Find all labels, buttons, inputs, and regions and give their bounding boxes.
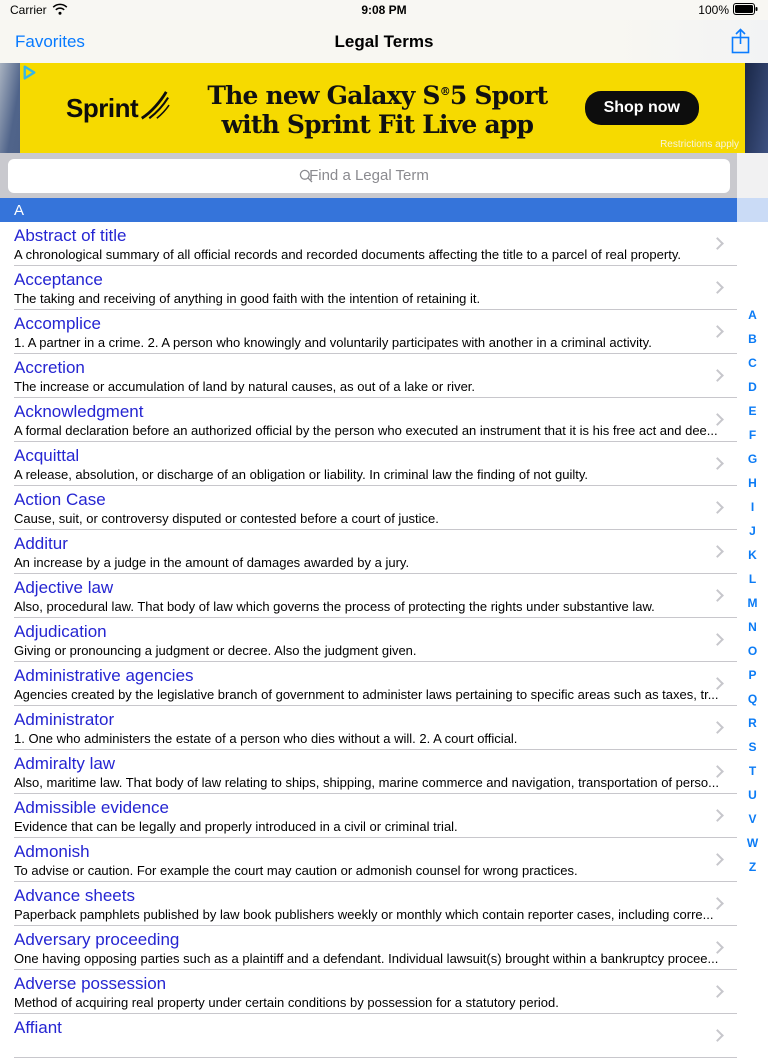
ad-banner[interactable] (20, 63, 745, 153)
index-letter[interactable]: H (748, 476, 757, 490)
term-title: Administrative agencies (14, 666, 194, 685)
term-title: Adjective law (14, 578, 114, 597)
ad-headline-line1-end: 5 Sport (449, 81, 548, 110)
term-title: Administrator (14, 710, 115, 729)
section-header-A (0, 198, 768, 222)
term-definition: Cause, suit, or controversy disputed or contested before a court of justice. (14, 511, 439, 526)
ad-headline-line2: with Sprint Fit Live app (221, 110, 534, 139)
term-definition: The taking and receiving of anything in good faith with the intention of retaining it. (14, 291, 481, 306)
favorites-button[interactable]: Favorites (15, 31, 85, 51)
term-row[interactable] (0, 970, 768, 1014)
term-definition: Giving or pronouncing a judgment or decree. Also the judgment given. (14, 643, 417, 658)
term-row[interactable] (0, 882, 768, 926)
term-definition: An increase by a judge in the amount of damages awarded by a jury. (14, 555, 410, 570)
index-letter[interactable]: I (750, 500, 755, 514)
index-letter[interactable]: U (748, 788, 757, 802)
index-letter[interactable]: S (748, 740, 757, 754)
index-letter[interactable]: D (748, 380, 757, 394)
index-letter[interactable]: M (747, 596, 758, 610)
ad-disclaimer: Restrictions apply (660, 139, 739, 150)
term-title: Adversary proceeding (14, 930, 180, 949)
section-letter: A (14, 201, 25, 219)
term-title: Accomplice (14, 314, 101, 333)
index-letter[interactable]: E (748, 404, 757, 418)
carrier-label: Carrier (10, 3, 47, 17)
term-definition: Also, procedural law. That body of law which governs the process of protecting the rights under substantive law. (14, 599, 655, 614)
share-button[interactable] (729, 27, 752, 56)
term-title: Accretion (14, 358, 85, 377)
term-title: Adjudication (14, 622, 107, 641)
term-definition: Paperback pamphlets published by law book publishers weekly or monthly which contain reporter cases, including corre... (14, 907, 714, 922)
term-row[interactable] (0, 486, 768, 530)
term-definition: 1. One who administers the estate of a person who dies without a will. 2. A court official. (14, 731, 518, 746)
index-letter[interactable]: K (748, 548, 757, 562)
adchoices-icon[interactable] (21, 64, 38, 86)
status-bar (0, 0, 768, 20)
term-title: Admonish (14, 842, 90, 861)
index-letter[interactable]: T (748, 764, 757, 778)
term-row[interactable] (0, 530, 768, 574)
search-input[interactable] (8, 159, 730, 193)
index-letter[interactable]: P (748, 668, 757, 682)
term-row[interactable] (0, 750, 768, 794)
index-letter[interactable]: C (748, 356, 757, 370)
index-letter[interactable]: N (748, 620, 757, 634)
term-row[interactable] (0, 838, 768, 882)
term-title: Additur (14, 534, 68, 553)
index-letter[interactable]: R (748, 716, 757, 730)
ad-background (0, 63, 768, 153)
index-letter[interactable]: F (748, 428, 757, 442)
term-row[interactable] (0, 266, 768, 310)
sprint-wing-icon (138, 89, 170, 128)
term-definition: A chronological summary of all official records and recorded documents affecting the title to a parcel of real property. (14, 247, 681, 262)
battery-icon (733, 3, 758, 18)
term-definition: Evidence that can be legally and properly introduced in a civil or criminal trial. (14, 819, 458, 834)
term-definition: 1. A partner in a crime. 2. A person who knowingly and voluntarily participates with another in a criminal activity. (14, 335, 652, 350)
sprint-logo (66, 89, 170, 128)
search-bar (0, 153, 768, 198)
term-definition: To advise or caution. For example the court may caution or admonish counsel for wrong practices. (14, 863, 578, 878)
index-letter[interactable]: L (748, 572, 757, 586)
term-row[interactable] (0, 310, 768, 354)
term-title: Action Case (14, 490, 106, 509)
index-letter[interactable]: B (748, 332, 757, 346)
term-title: Admiralty law (14, 754, 116, 773)
index-letter[interactable]: V (748, 812, 757, 826)
page-title: Legal Terms (334, 31, 434, 51)
status-right (698, 3, 758, 18)
term-title: Acceptance (14, 270, 103, 289)
index-letter[interactable]: J (749, 524, 756, 538)
term-definition: The increase or accumulation of land by natural causes, as out of a lake or river. (14, 379, 476, 394)
term-row[interactable] (0, 574, 768, 618)
term-row[interactable] (0, 926, 768, 970)
term-definition: A release, absolution, or discharge of an obligation or liability. In criminal law the finding of not guilty. (14, 467, 589, 482)
registered-mark: ® (439, 85, 450, 98)
nav-bar (0, 20, 768, 63)
shop-now-button[interactable]: Shop now (585, 91, 699, 125)
term-title: Acknowledgment (14, 402, 144, 421)
index-letter[interactable]: G (747, 452, 758, 466)
term-title: Advance sheets (14, 886, 135, 905)
index-letter[interactable]: Z (748, 860, 757, 874)
index-letter[interactable]: O (747, 644, 758, 658)
term-definition: Method of acquiring real property under certain conditions by possession for a statutory period. (14, 995, 559, 1010)
term-title: Abstract of title (14, 226, 127, 245)
terms-list (0, 222, 768, 1058)
term-row[interactable] (0, 794, 768, 838)
term-title: Admissible evidence (14, 798, 169, 817)
term-definition: Also, maritime law. That body of law relating to ships, shipping, marine commerce and navigation, transportation of perso... (14, 775, 720, 790)
term-row[interactable] (0, 618, 768, 662)
term-definition: A formal declaration before an authorized official by the person who executed an instrument that it is his free act and dee... (14, 423, 718, 438)
ad-headline (170, 77, 584, 139)
term-row[interactable] (0, 662, 768, 706)
term-row[interactable] (0, 706, 768, 750)
status-time: 9:08 PM (361, 3, 407, 17)
term-row[interactable] (0, 398, 768, 442)
index-letter[interactable]: W (746, 836, 759, 850)
sprint-logo-text: Sprint (66, 92, 139, 123)
term-row[interactable] (0, 442, 768, 486)
ad-headline-line1: The new Galaxy S (207, 81, 440, 110)
term-row[interactable] (0, 1014, 768, 1058)
term-definition: Agencies created by the legislative branch of government to administer laws pertaining to specific areas such as taxes, tr... (14, 687, 719, 702)
term-row[interactable] (0, 354, 768, 398)
alphabet-index (737, 153, 768, 1024)
term-title: Acquittal (14, 446, 80, 465)
term-definition: One having opposing parties such as a plaintiff and a defendant. Individual lawsuit(s) brought within a bankruptcy procee... (14, 951, 719, 966)
index-letter[interactable]: Q (747, 692, 758, 706)
term-title: Adverse possession (14, 974, 167, 993)
term-title: Affiant (14, 1018, 62, 1037)
index-letter[interactable]: A (748, 308, 757, 322)
battery-percent: 100% (698, 3, 729, 17)
term-row[interactable] (0, 222, 768, 266)
